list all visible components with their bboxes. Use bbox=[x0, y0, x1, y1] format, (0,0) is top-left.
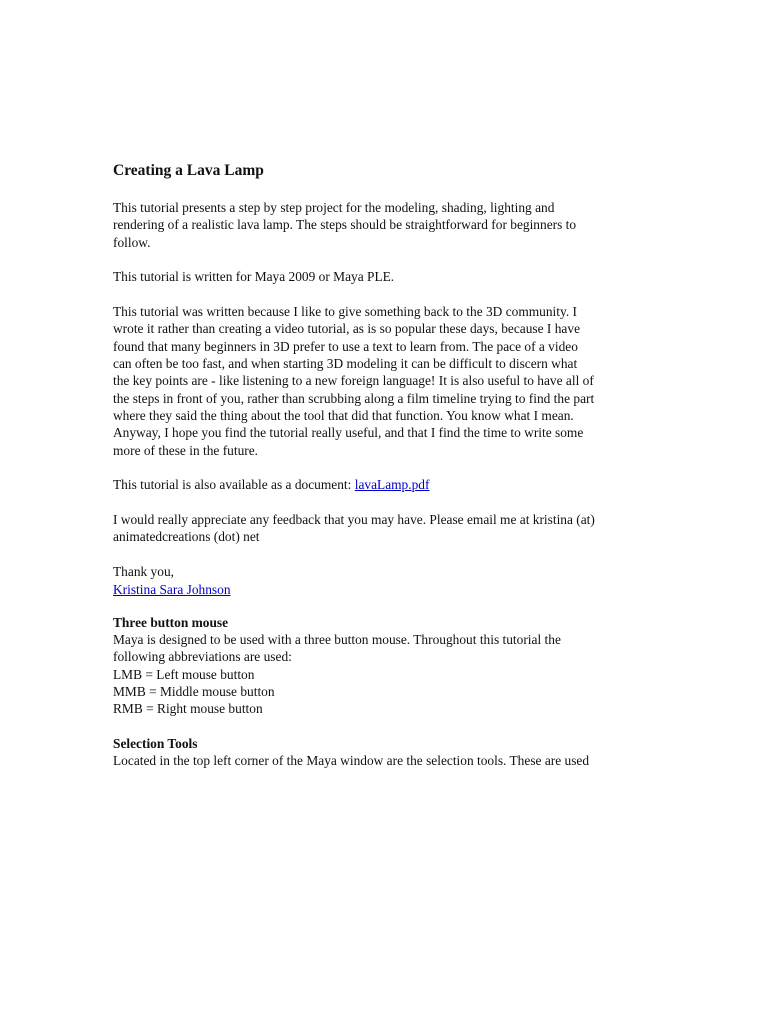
intro-line: rendering of a realistic lava lamp. The steps should be straightforward for beginners to bbox=[113, 217, 577, 233]
why-line: found that many beginners in 3D prefer to use a text to learn from. The pace of a video bbox=[113, 338, 578, 354]
available-paragraph bbox=[113, 476, 658, 493]
why-paragraph bbox=[113, 303, 658, 459]
signature-block bbox=[113, 563, 658, 598]
mouse-section-line: MMB = Middle mouse button bbox=[113, 684, 275, 700]
why-line: where they said the thing about the tool that did that function. You know what I mean. bbox=[113, 407, 574, 423]
why-line: the steps in front of you, rather than scrubbing along a film timeline trying to find the part bbox=[113, 390, 595, 406]
why-line: This tutorial was written because I like to give something back to the 3D community. I bbox=[113, 304, 577, 320]
feedback-line: animatedcreations (dot) net bbox=[113, 529, 260, 545]
intro-line: follow. bbox=[113, 234, 151, 250]
selection-section bbox=[113, 735, 658, 770]
why-line: the key points are - like listening to a new foreign language! It is also useful to have all of bbox=[113, 373, 594, 389]
document-page bbox=[113, 161, 658, 787]
feedback-line: I would really appreciate any feedback that you may have. Please email me at kristina (at) bbox=[113, 512, 595, 528]
author-link[interactable]: Kristina Sara Johnson bbox=[113, 581, 231, 597]
why-line: can often be too fast, and when starting 3D modeling it can be difficult to discern what bbox=[113, 356, 578, 372]
pdf-link[interactable]: lavaLamp.pdf bbox=[354, 477, 430, 493]
selection-section-heading: Selection Tools bbox=[113, 736, 198, 752]
mouse-section-line: following abbreviations are used: bbox=[113, 649, 292, 665]
why-line: more of these in the future. bbox=[113, 442, 259, 458]
intro-line: This tutorial presents a step by step project for the modeling, shading, lighting and bbox=[113, 200, 555, 215]
mouse-section-line: RMB = Right mouse button bbox=[113, 701, 263, 717]
thanks-line: Thank you, bbox=[113, 564, 174, 580]
version-line: This tutorial is written for Maya 2009 or Maya PLE. bbox=[113, 269, 395, 285]
mouse-section-heading: Three button mouse bbox=[113, 614, 229, 630]
why-line: Anyway, I hope you find the tutorial really useful, and that I find the time to write some bbox=[113, 425, 584, 441]
why-line: wrote it rather than creating a video tutorial, as is so popular these days, because I have bbox=[113, 321, 581, 337]
intro-paragraph bbox=[113, 199, 658, 251]
mouse-section-line: Maya is designed to be used with a three button mouse. Throughout this tutorial the bbox=[113, 632, 561, 648]
selection-section-line: Located in the top left corner of the Maya window are the selection tools. These are used bbox=[113, 753, 590, 769]
mouse-section bbox=[113, 614, 658, 718]
version-paragraph bbox=[113, 268, 658, 285]
available-line bbox=[113, 476, 658, 493]
available-prefix: This tutorial is also available as a document: bbox=[113, 477, 355, 493]
feedback-paragraph bbox=[113, 511, 658, 546]
author-line bbox=[113, 581, 658, 598]
mouse-section-line: LMB = Left mouse button bbox=[113, 666, 255, 682]
document-title: Creating a Lava Lamp bbox=[113, 162, 264, 179]
